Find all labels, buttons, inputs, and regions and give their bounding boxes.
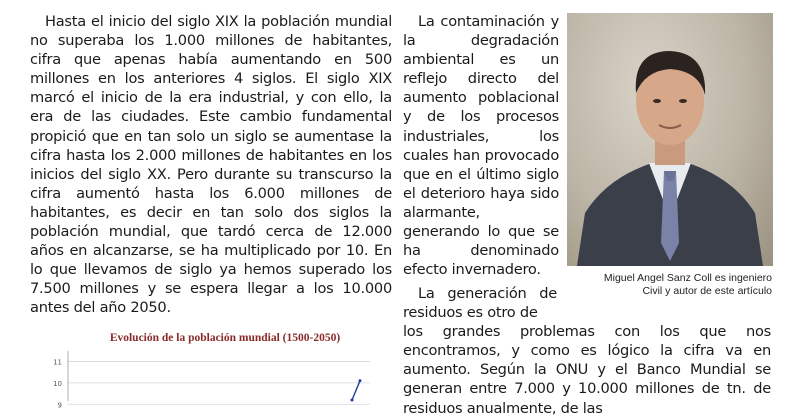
chart-svg [30,320,392,410]
bottom-paragraph-rest: los grandes problemas con los que nos encontramos, y como es lógico la cifra va en aumento. Según la ONU y el Banco Mundial se generan entre 7.000 y 10.000 millones de tn. de residuos anualmente, de las [403,323,771,417]
population-chart [30,320,392,410]
chart-point [359,379,362,382]
left-paragraph: Hasta el inicio del siglo XIX la población mundial no superaba los 1.000 millones de habitantes, cifra que apenas había aumentando en 500 millones en los anteriores 4 siglos. El siglo XIX marcó el inicio de la era industrial, y con ello, la era de las ciudades. Este cambio fundamental propició que en tan solo un siglo se aumentase la cifra hasta los 2.000 millones de habitantes en los inicios del siglo XX. Pero durante su transcurso la cifra aumentó hasta los 6.000 millones de habitantes, es decir en tan solo dos siglos la población mundial, que tardó cerca de 12.000 años en alcanzarse, se ha multiplicado por 10. En lo que llevamos de siglo ya hemos superado los 7.500 millones y se espera llegar a los 10.000 antes del año 2050. [30,13,392,317]
caption-line-2: Civil y autor de este artículo [642,285,772,297]
bottom-paragraph-start: La generación de residuos es otro de [403,285,557,322]
chart-y-tick-label: 9 [57,401,62,410]
chart-series-line [352,381,360,400]
bottom-paragraph [403,284,771,418]
chart-ticks [53,358,62,409]
middle-column [403,12,559,279]
left-column [30,12,392,318]
chart-y-tick-label: 11 [53,358,62,367]
caption-line-1: Miguel Angel Sanz Coll es ingeniero [603,272,772,284]
chart-point [351,399,354,402]
chart-y-tick-label: 10 [53,379,62,388]
chart-grid [68,351,370,404]
author-portrait-image [567,13,773,266]
author-photo [567,13,773,266]
middle-paragraph: La contaminación y la degradación ambiental es un reflejo directo del aumento poblacional y de los procesos industriales, los cuales han provocado que en el último siglo el deterioro haya sido alarmante, generando lo que se ha denominado efecto invernadero. [403,13,559,279]
chart-title: Evolución de la población mundial (1500-2050) [109,332,341,344]
